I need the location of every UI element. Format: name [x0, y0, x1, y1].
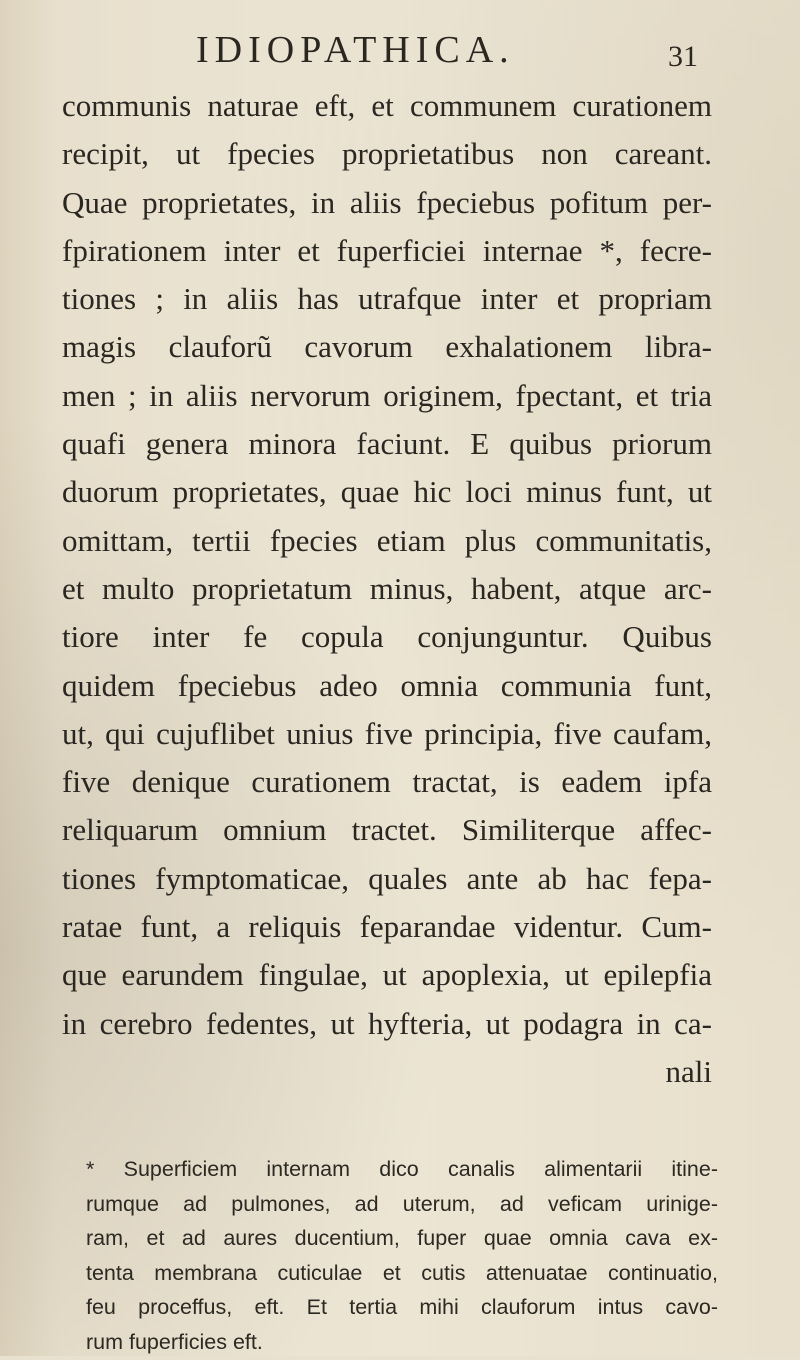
- text-line: tiones ; in aliis has utrafque inter et propriam: [62, 281, 712, 317]
- main-text-block: [62, 82, 712, 1096]
- running-title: IDIOPATHICA.: [196, 29, 515, 71]
- text-line: tiones fymptomaticae, quales ante ab hac fepa-: [62, 860, 712, 896]
- footnote-line: tenta membrana cuticulae et cutis attenuatae continuatio,: [86, 1260, 718, 1285]
- footnote-line: rumque ad pulmones, ad uterum, ad veficam urinige-: [86, 1191, 718, 1216]
- text-line: in cerebro fedentes, ut hyfteria, ut podagra in ca-: [62, 1005, 712, 1041]
- text-line: quidem fpeciebus adeo omnia communia funt,: [62, 667, 712, 703]
- text-line: que earundem fingulae, ut apoplexia, ut epilepfia: [62, 957, 712, 993]
- text-line: ut, qui cujuflibet unius five principia, five caufam,: [62, 715, 712, 751]
- footnote-line: ram, et ad aures ducentium, fuper quae omnia cava ex-: [86, 1226, 718, 1251]
- catchword: nali: [665, 1053, 712, 1089]
- text-line: omittam, tertii fpecies etiam plus communitatis,: [62, 522, 712, 558]
- footnote-line: rum fuperficies eft.: [86, 1329, 263, 1354]
- text-line: fpirationem inter et fuperficiei internae *, fecre-: [62, 232, 712, 268]
- footnote-line: * Superficiem internam dico canalis alimentarii itine-: [86, 1157, 718, 1181]
- footnote-block: [86, 1152, 718, 1360]
- text-line: magis clauforũ cavorum exhalationem libra-: [62, 329, 712, 365]
- text-line: recipit, ut fpecies proprietatibus non careant.: [62, 136, 712, 172]
- text-line: tiore inter fe copula conjunguntur. Quibus: [62, 619, 712, 655]
- text-line: ratae funt, a reliquis feparandae videntur. Cum-: [62, 909, 712, 945]
- text-line: duorum proprietates, quae hic loci minus funt, ut: [62, 474, 712, 510]
- page-header: [196, 28, 716, 73]
- text-line: et multo proprietatum minus, habent, atque arc-: [62, 570, 712, 606]
- text-line: five denique curationem tractat, is eadem ipfa: [62, 764, 712, 800]
- footnote-line: feu proceffus, eft. Et tertia mihi clauforum intus cavo-: [86, 1295, 718, 1320]
- text-line: Quae proprietates, in aliis fpeciebus pofitum per-: [62, 184, 712, 220]
- text-line: quafi genera minora faciunt. E quibus priorum: [62, 426, 712, 462]
- text-line: communis naturae eft, et communem curationem: [62, 88, 712, 123]
- text-line: reliquarum omnium tractet. Similiterque affec-: [62, 812, 712, 848]
- page-number: 31: [668, 40, 698, 73]
- text-line: men ; in aliis nervorum originem, fpectant, et tria: [62, 377, 712, 413]
